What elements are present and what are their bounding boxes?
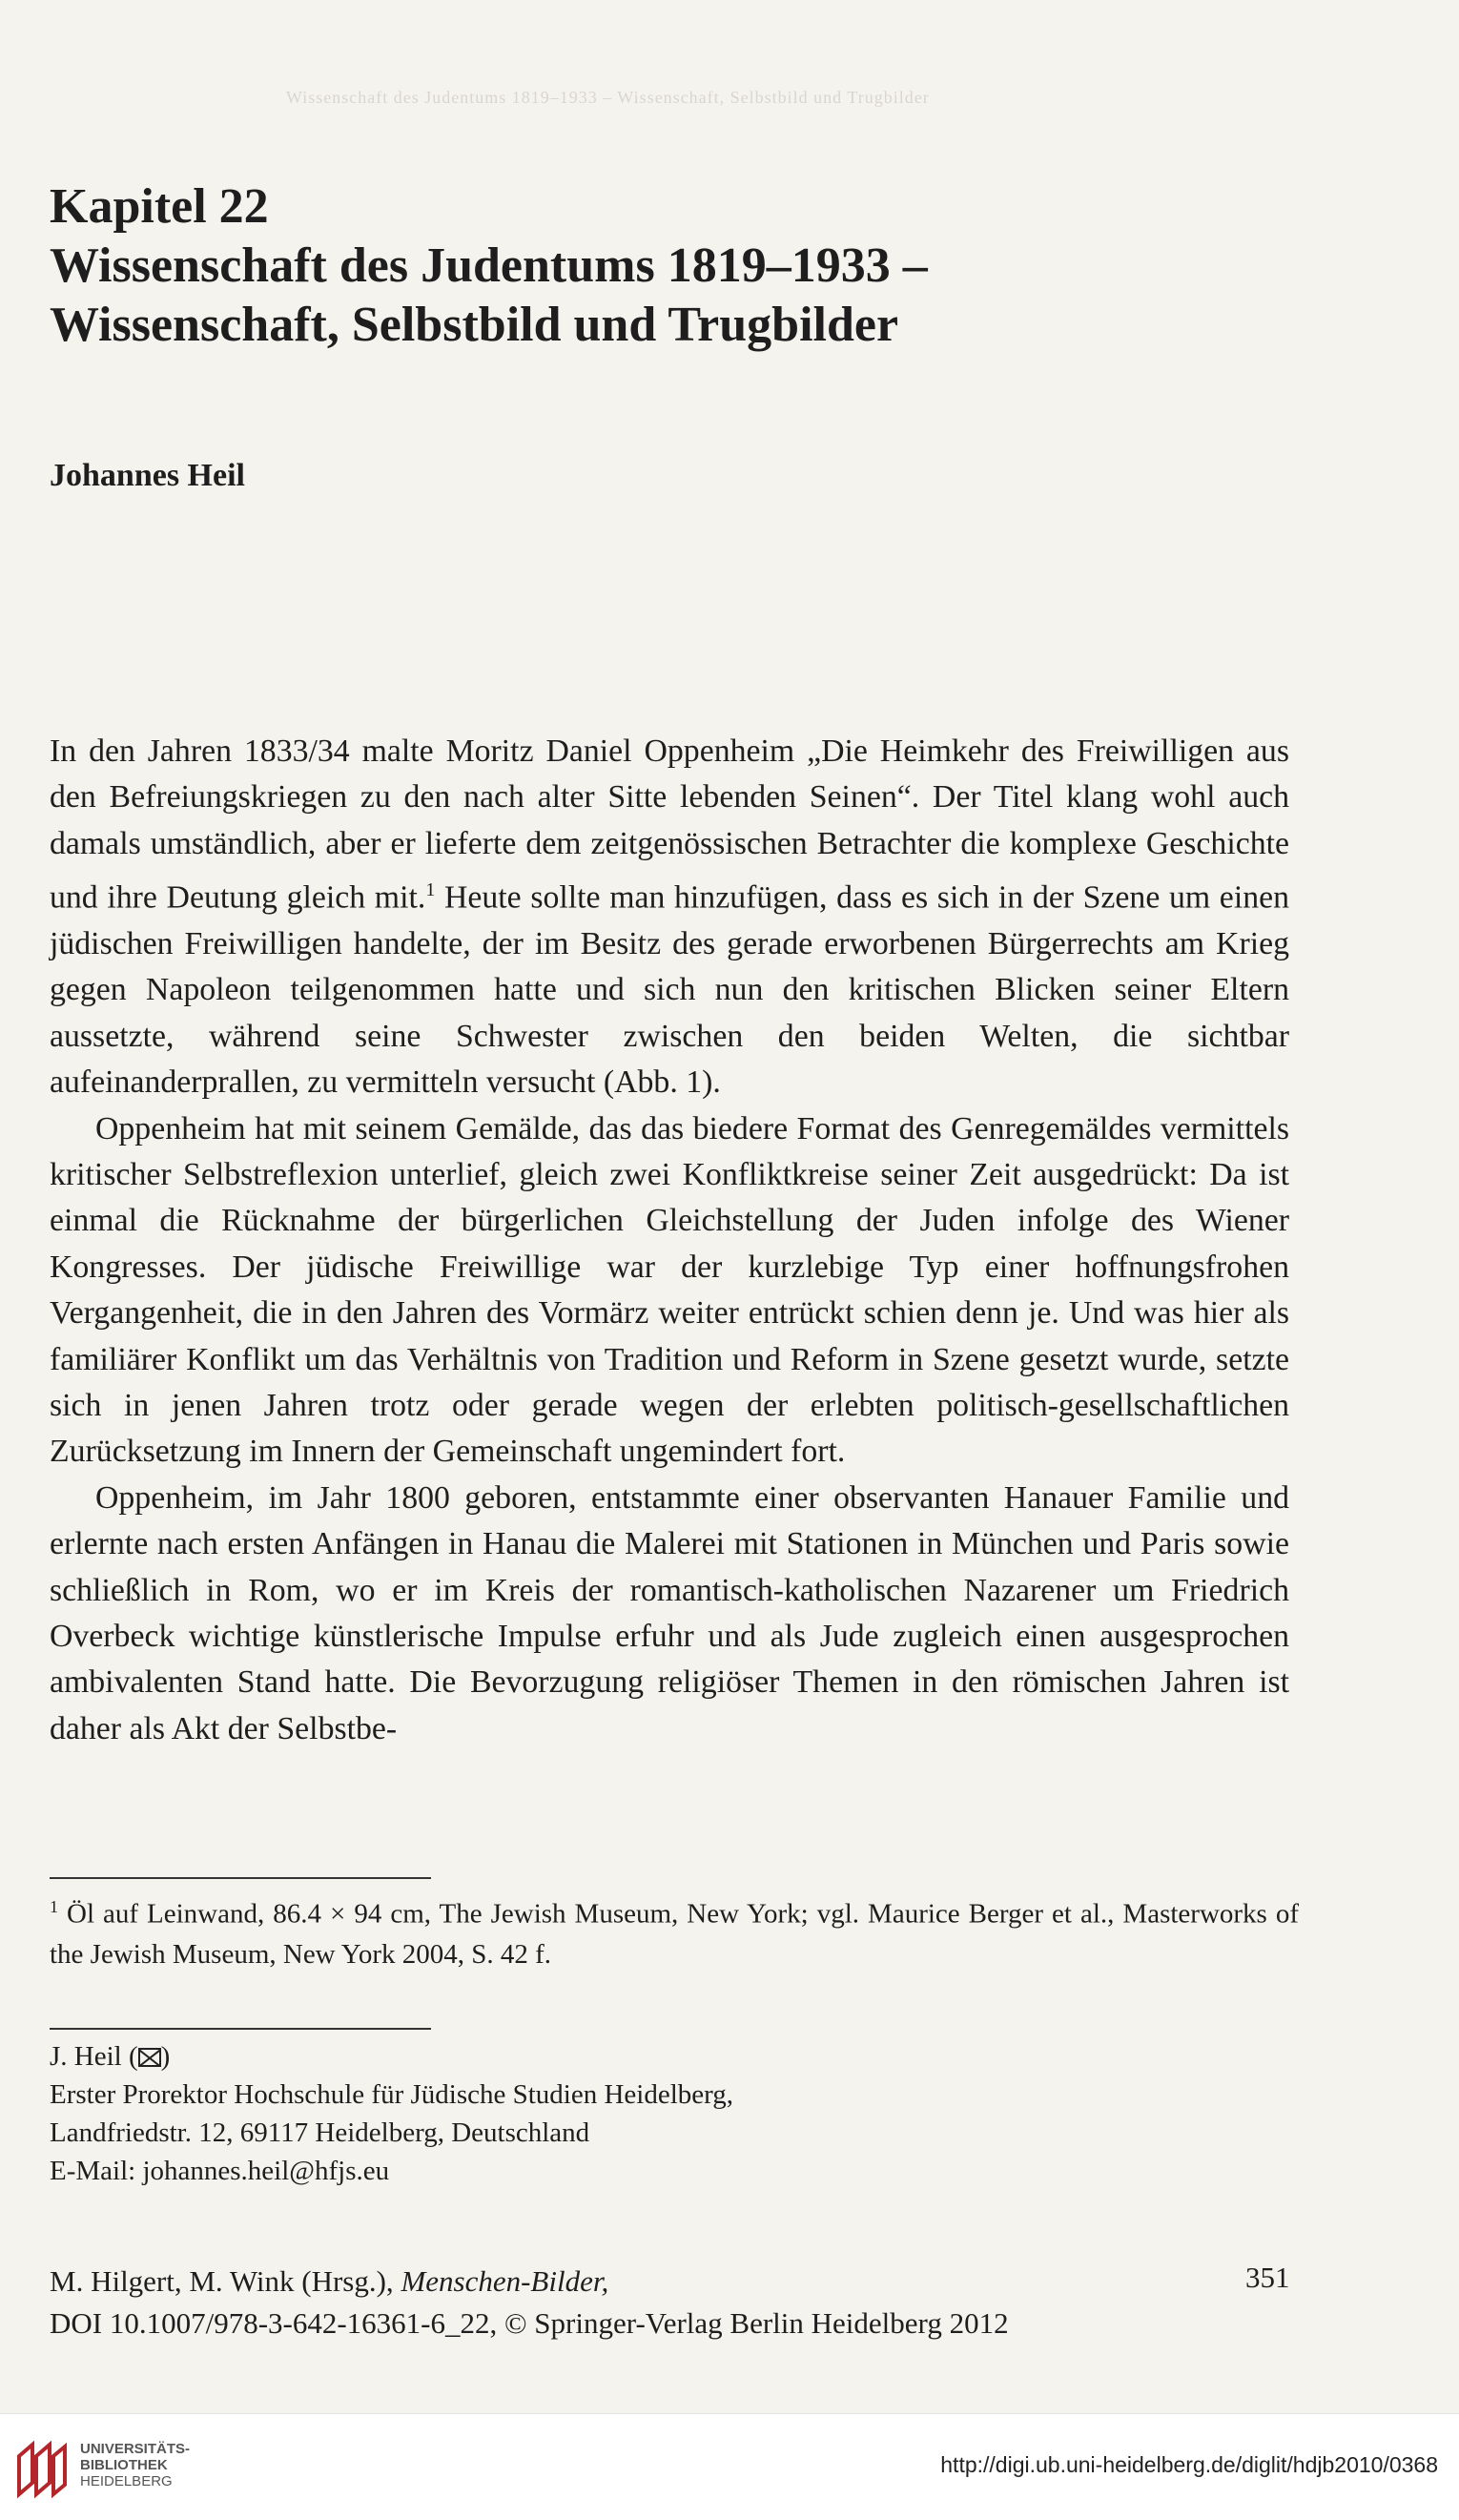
citation-block: M. Hilgert, M. Wink (Hrsg.), Menschen-Bilder, DOI 10.1007/978-3-642-16361-6_22, © Springer-Verlag Berlin Heidelberg 2012 [50, 2261, 1009, 2344]
digital-copy-url[interactable]: http://digi.ub.uni-heidelberg.de/diglit/hdjb2010/0368 [940, 2452, 1438, 2477]
footnote-1: $^1$ Öl auf Leinwand, 86.4 × 94 cm, The Jewish Museum, New York; vgl. Maurice Berger et al., Masterworks of the Jewish Museum, New York 2004, S. 42 f. [50, 1897, 1299, 1970]
body-text [50, 729, 1289, 1752]
affiliation-line-1: Erster Prorektor Hochschule für Jüdische Studien Heidelberg, [50, 2079, 734, 2110]
book-title: Menschen-Bilder, [401, 2264, 609, 2298]
chapter-title-line-2: Wissenschaft, Selbstbild und Trugbilder [50, 298, 899, 352]
affiliation-name: J. Heil ( [50, 2041, 138, 2072]
footnote-divider [50, 1877, 431, 1879]
author-name: Johannes Heil [50, 458, 245, 493]
affiliation-divider [50, 2028, 431, 2030]
paragraph-1: In den Jahren 1833/34 malte Moritz Daniel Oppenheim „Die Heimkehr des Freiwilligen aus den Befreiungskriegen zu den nach alter Sitte lebenden Seinen“. Der Titel klang wohl auch damals umständlich, aber er lieferte dem zeitgenössischen Betrachter die komplexe Geschichte und ihre Deutung gleich mit.$^1$ Heute sollte man hinzufügen, dass es sich in der Szene um einen jüdischen Freiwilligen handelte, der im Besitz des gerade erworbenen Bürgerrechts am Krieg gegen Napoleon teilgenommen hatte und sich nun den kritischen Blicken seiner Eltern aussetzte, während seine Schwester zwischen den beiden Welten, die sichtbar aufeinanderprallen, zu vermitteln versucht (Abb. 1). [50, 733, 1290, 1101]
chapter-title-line-1: Wissenschaft des Judentums 1819–1933 – [50, 238, 928, 293]
footnote-reference[interactable]: 1 [425, 879, 436, 901]
paragraph-3: Oppenheim, im Jahr 1800 geboren, entstammte einer observanten Hanauer Familie und erlernte nach ersten Anfängen in Hanau die Malerei mit Stationen in München und Paris sowie schließlich in Rom, wo er im Kreis der romantisch-katholischen Nazarener um Friedrich Overbeck wichtige künstlerische Impulse erfuhr und als Jude zugleich einen ausgesprochen ambivalenten Stand hatte. Die Bevorzugung religiöser Themen in den römischen Jahren ist daher als Akt der Selbstbe- [50, 1479, 1289, 1746]
author-affiliation: J. Heil ( ) Erster Prorektor Hochschule für Jüdische Studien Heidelberg, Landfriedstr. 12, 69117 Heidelberg, Deutschland E-Mail: johannes.heil@hfjs.eu [50, 2037, 733, 2190]
library-name: UNIVERSITÄTS- BIBLIOTHEK HEIDELBERG [80, 2441, 191, 2489]
page-number: 351 [1245, 2261, 1290, 2294]
chapter-label: Kapitel 22 [50, 179, 269, 234]
envelope-icon [138, 2048, 161, 2067]
doi-line: DOI 10.1007/978-3-642-16361-6_22, © Springer-Verlag Berlin Heidelberg 2012 [50, 2306, 1009, 2340]
library-logo-icon [15, 2437, 69, 2500]
digitization-footer [0, 2413, 1459, 2520]
paragraph-2: Oppenheim hat mit seinem Gemälde, das das biedere Format des Genregemäldes vermittels kritischer Selbstreflexion unterlief, gleich zwei Konfliktkreise seiner Zeit ausgedrückt: Da ist einmal die Rücknahme der bürgerlichen Gleichstellung der Juden infolge des Wiener Kongresses. Der jüdische Freiwillige war der kurzlebige Typ einer hoffnungsfrohen Vergangenheit, die in den Jahren des Vormärz weiter entrückt schien denn je. Und was hier als familiärer Konflikt um das Verhältnis von Tradition und Reform in Szene gesetzt wurde, setzte sich in jenen Jahren trotz oder gerade wegen der erlebten politisch-gesellschaftlichen Zurücksetzung im Innern der Gemeinschaft ungemindert fort. [50, 1110, 1289, 1470]
bleed-through-header: Wissenschaft des Judentums 1819–1933 – Wissenschaft, Selbstbild und Trugbilder [286, 88, 930, 107]
affiliation-line-2: Landfriedstr. 12, 69117 Heidelberg, Deutschland [50, 2117, 590, 2148]
affiliation-email[interactable]: E-Mail: johannes.heil@hfjs.eu [50, 2156, 390, 2186]
